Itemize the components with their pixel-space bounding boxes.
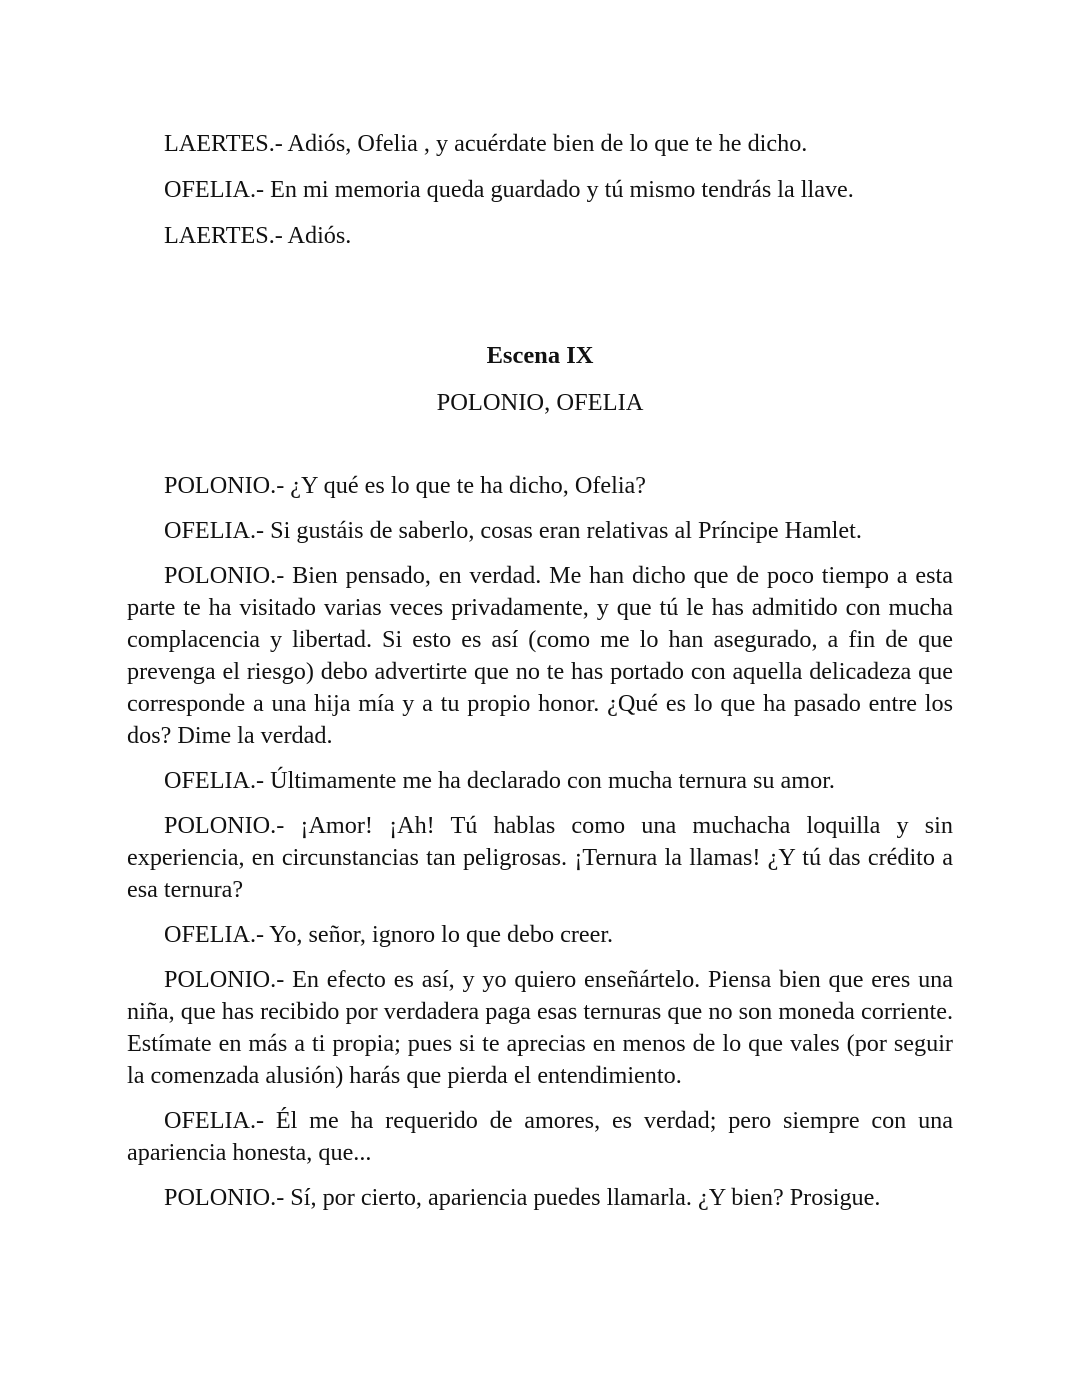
dialogue-line: POLONIO.- Bien pensado, en verdad. Me han dicho que de poco tiempo a esta parte te ha visitado varias veces privadamente, y que tú le has admitido con mucha complacencia y libertad. Si esto es así (como me lo han asegurado, a fin de que prevenga el riesgo) debo advertirte que no te has portado con aquella delicadeza que corresponde a una hija mía y a tu propio honor. ¿Qué es lo que ha pasado entre los dos? Dime la verdad. [127,562,953,749]
scene-characters: POLONIO, OFELIA [436,389,644,416]
dialogue-line: POLONIO.- ¡Amor! ¡Ah! Tú hablas como una muchacha loquilla y sin experiencia, en circunstancias tan peligrosas. ¡Ternura la llamas! ¿Y tú das crédito a esa ternura? [127,812,953,903]
scene-dialogue [127,470,953,1214]
dialogue-line: OFELIA.- En mi memoria queda guardado y tú mismo tendrás la llave. [164,176,854,203]
dialogue-line: LAERTES.- Adiós. [164,222,352,249]
scene-title: Escena IX [486,342,594,369]
top-dialogue [127,128,953,252]
dialogue-line: OFELIA.- Yo, señor, ignoro lo que debo creer. [164,921,614,948]
dialogue-line: LAERTES.- Adiós, Ofelia , y acuérdate bien de lo que te he dicho. [164,130,808,157]
dialogue-line: POLONIO.- ¿Y qué es lo que te ha dicho, Ofelia? [164,472,647,499]
dialogue-line: POLONIO.- En efecto es así, y yo quiero enseñártelo. Piensa bien que eres una niña, que has recibido por verdadera paga esas ternuras que no son moneda corriente. Estímate en más a ti propia; pues si te aprecias en menos de lo que vales (por seguir la comenzada alusión) harás que pierda el entendimiento. [127,966,953,1089]
dialogue-line: OFELIA.- Últimamente me ha declarado con mucha ternura su amor. [164,767,835,794]
dialogue-line: OFELIA.- Él me ha requerido de amores, es verdad; pero siempre con una apariencia honesta, que... [127,1107,953,1166]
dialogue-line: OFELIA.- Si gustáis de saberlo, cosas eran relativas al Príncipe Hamlet. [164,517,862,544]
dialogue-line: POLONIO.- Sí, por cierto, apariencia puedes llamarla. ¿Y bien? Prosigue. [164,1184,881,1211]
